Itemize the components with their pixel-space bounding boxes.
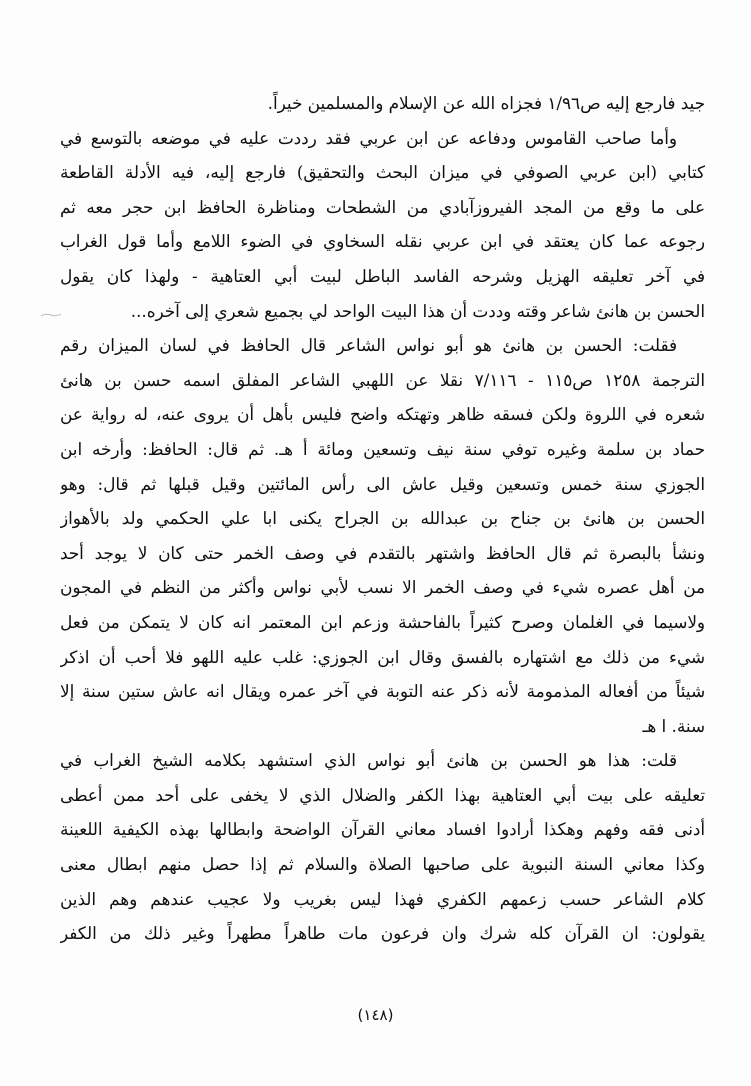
page-number: (١٤٨) [357,1006,394,1024]
paragraph-abu-nuwas [60,328,705,743]
text-line: من أهل عصره شيء في وصف الخمر الا نسب لأبي نواس وأكثر من النظم في المجون [60,577,705,598]
paragraph-commentary [60,743,705,951]
text-line: يقولون: ان القرآن كله شرك وان فرعون مات طاهراً مطهراً وغير ذلك من الكفر [60,923,705,944]
text-line: حماد بن سلمة وغيره توفي سنة نيف وتسعين ومائة أ هـ. ثم قال: الحافظ: وأرخه ابن [60,438,705,459]
text-line: شيئاً من أفعاله المذمومة لأنه ذكر عنه التوبة في آخر عمره ويقال انه عاش ستين سنة إلا [60,681,705,702]
text-line: رجوعه عما كان يعتقد في ابن عربي نقله السخاوي في الضوء اللامع وأما قول الغراب [60,231,705,252]
text-line: ونشأ بالبصرة ثم قال الحافظ واشتهر بالتقدم في وصف الخمر حتى كان لا يوجد أحد [60,542,705,563]
text-line: شعره في اللروة ولكن فسقه ظاهر وتهتكه واضح فليس بأهل أن يروى عنه، له رواية عن [60,404,705,425]
text-line: أدنى فقه وفهم وهكذا أرادوا افساد معاني القرآن الواضحة وابطالها بهذه الكيفية اللعينة [60,819,705,840]
body-text [60,86,705,951]
scan-smudge-mark [40,312,62,318]
paragraph-continuation [60,86,705,121]
text-line: كلام الشاعر حسب زعمهم الكفري فهذا ليس بغريب ولا عجيب عندهم وهم الذين [60,888,705,909]
paragraph-qamus [60,121,705,329]
text-line: وأما صاحب القاموس ودفاعه عن ابن عربي فقد رددت عليه في موضعه بالتوسع في [60,127,677,148]
text-line: فقلت: الحسن بن هانئ هو أبو نواس الشاعر قال الحافظ في لسان الميزان رقم [60,335,677,356]
text-line: الترجمة ١٢٥٨ ص١١٥ - ٧/١١٦ نقلا عن اللهبي الشاعر المفلق اسمه حسن بن هانئ [60,369,705,390]
text-line: في آخر تعليقه الهزيل وشرحه الفاسد الباطل لبيت أبي العتاهية - ولهذا كان يقول [60,265,705,286]
text-line: الحسن بن هانئ بن جناح بن عبدالله بن الجراح يكنى ابا علي الحكمي ولد بالأهواز [60,508,705,529]
text-line: على ما وقع من المجد الفيروزآبادي من الشطحات ومناظرة الحافظ ابن حجر معه ثم [60,196,705,217]
text-line: شيء من ذلك مع اشتهاره بالفسق وقال ابن الجوزي: غلب عليه اللهو فلا أحب أن اذكر [60,646,705,667]
text-line: تعليقه على بيت أبي العتاهية بهذا الكفر والضلال الذي لا يخفى على أحد ممن أعطى [60,784,705,805]
text-line: سنة. ا هـ [642,715,705,736]
text-line: قلت: هذا هو الحسن بن هانئ أبو نواس الذي استشهد بكلامه الشيخ الغراب في [60,750,677,771]
text-line: ولاسيما في الغلمان وصرح كثيراً بالفاحشة وزعم ابن المعتمر انه كان لا يتمكن من فعل [60,611,705,632]
text-line: جيد فارجع إليه ص١/٩٦ فجزاه الله عن الإسلام والمسلمين خيراً. [267,93,705,113]
text-line: كتابي (ابن عربي الصوفي في ميزان البحث والتحقيق) فارجع إليه، فيه الأدلة القاطعة [60,162,705,183]
text-line: وكذا معاني السنة النبوية على صاحبها الصلاة والسلام ثم إذا حصل منهم ابطال معنى [60,854,705,875]
text-line: الجوزي سنة خمس وتسعين وقيل عاش الى رأس المائتين وقيل قبلها ثم قال: وهو [60,473,705,494]
text-line: الحسن بن هانئ شاعر وقته وددت أن هذا البيت الواحد لي بجميع شعري إلى آخره... [130,300,705,321]
